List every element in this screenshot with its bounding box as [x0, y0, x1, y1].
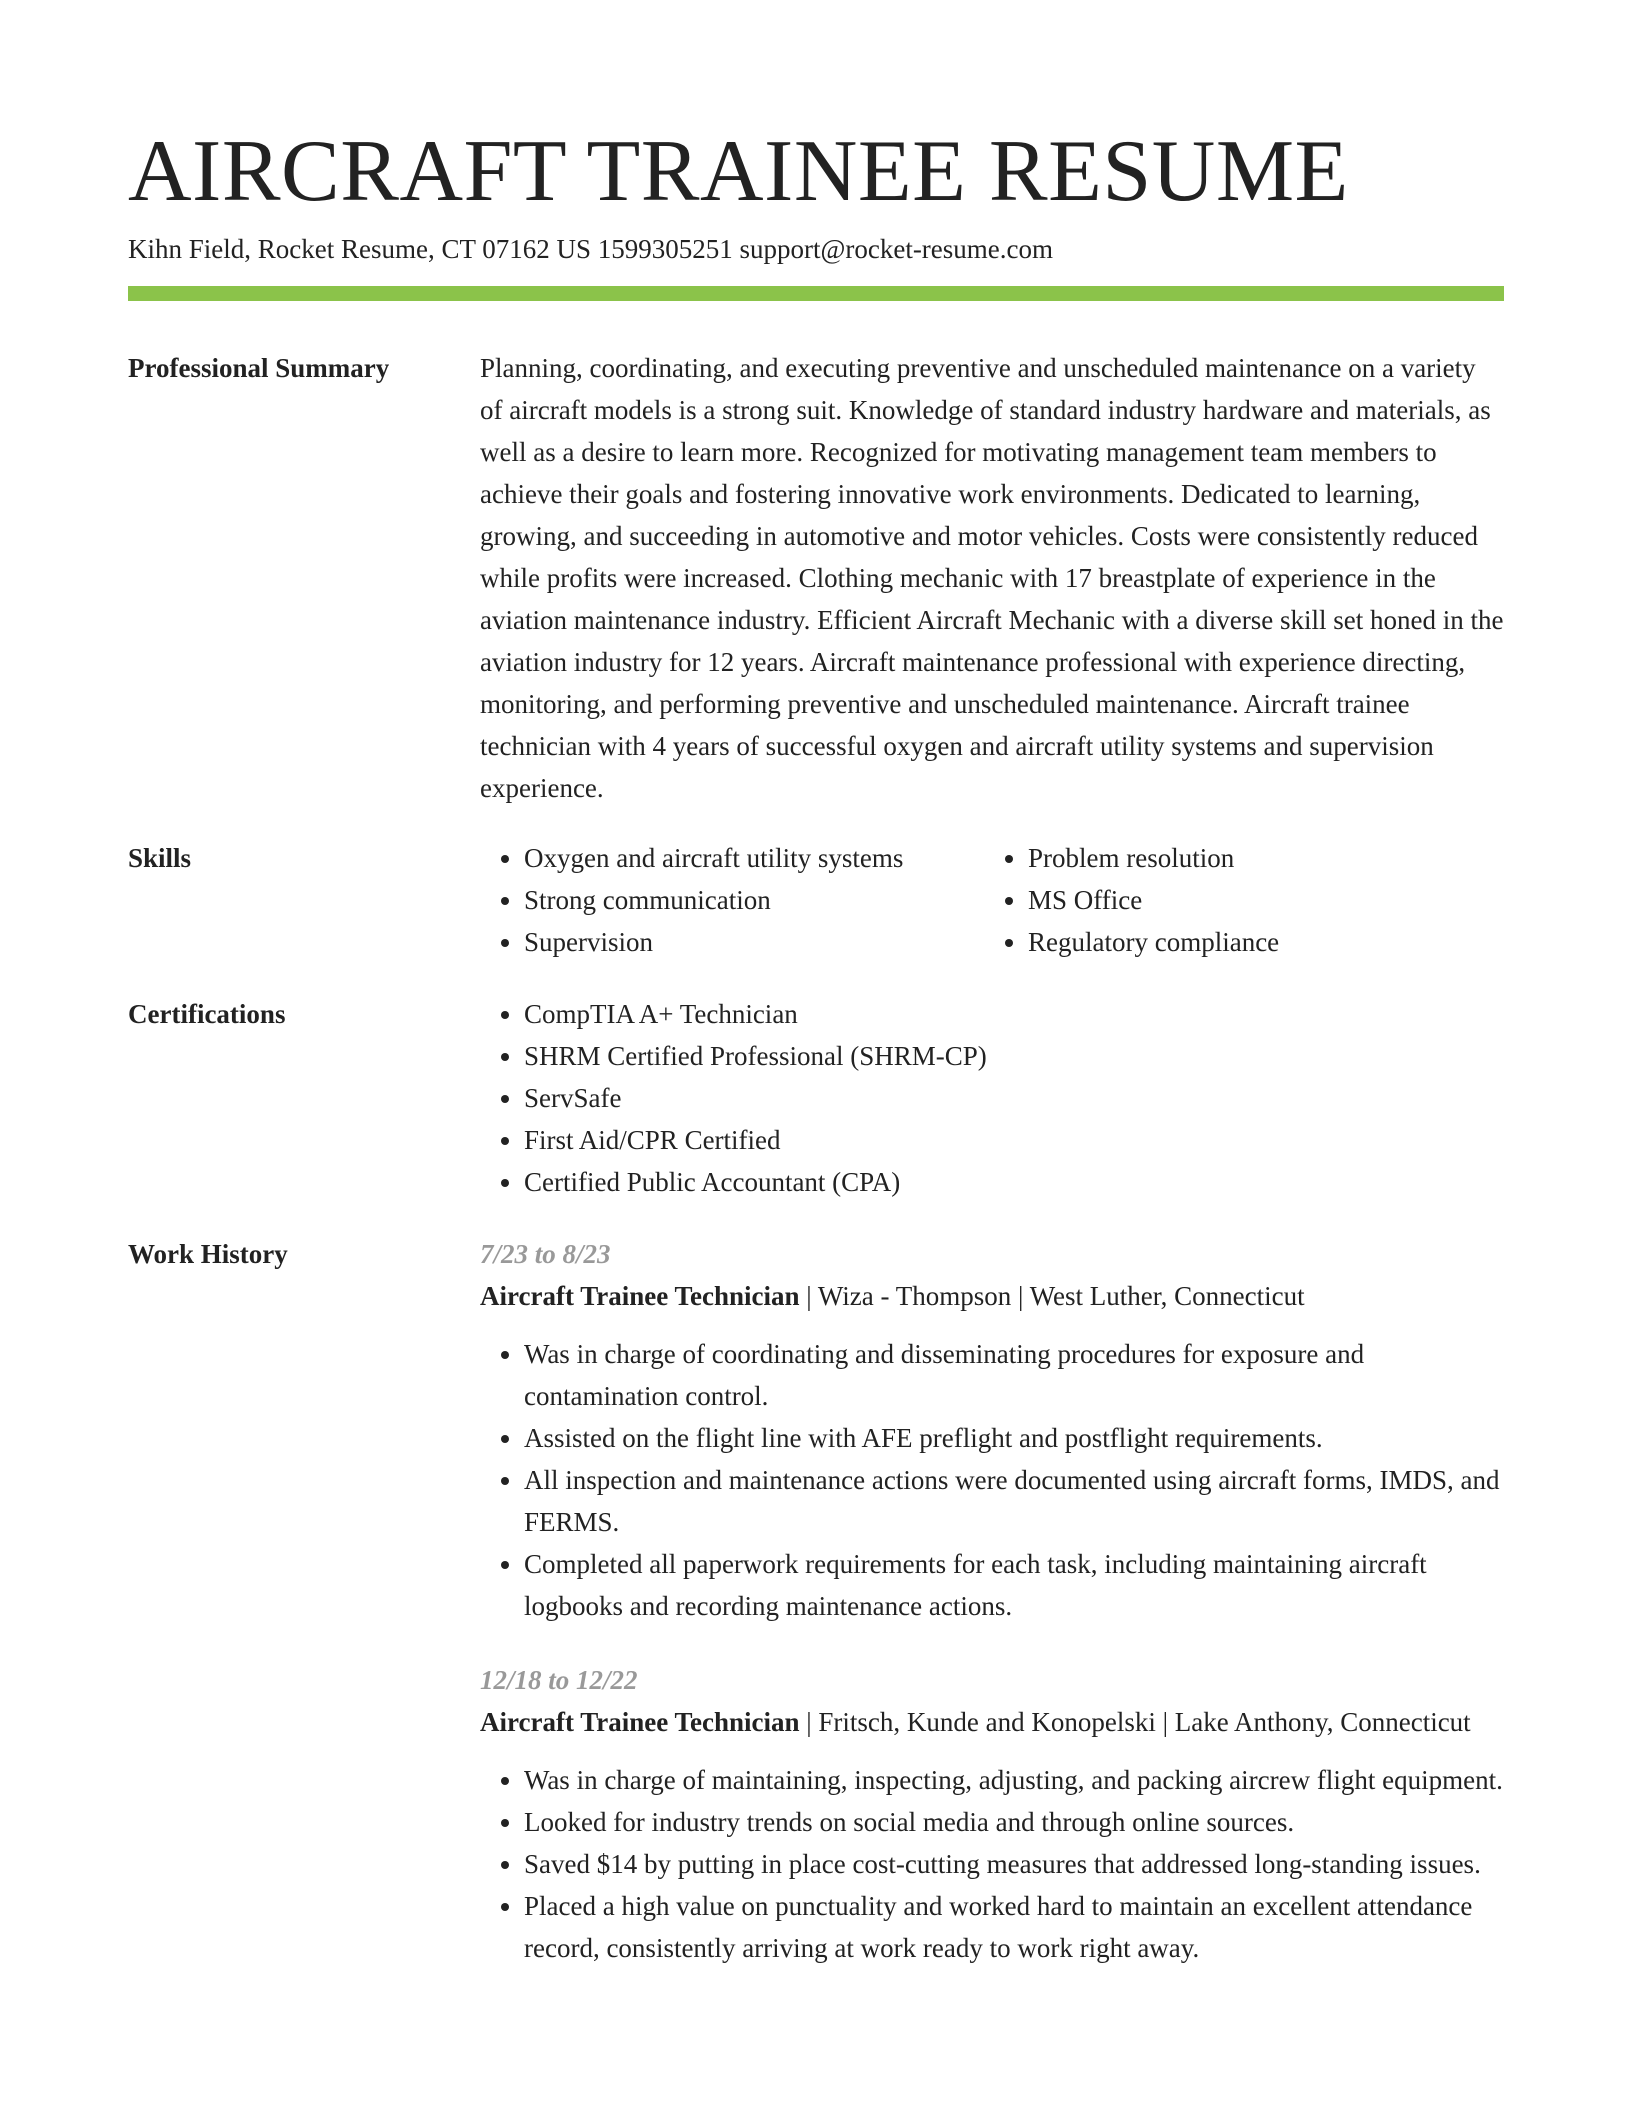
- job-employer-location: | Wiza - Thompson | West Luther, Connecticut: [799, 1281, 1305, 1311]
- skills-heading: Skills: [128, 843, 192, 873]
- job-bullet: • Was in charge of coordinating and disseminating procedures for exposure and contamination control.: [524, 1333, 1504, 1417]
- skill-item: • Supervision: [524, 921, 984, 963]
- skills-list-right: [984, 837, 1488, 963]
- work-history-heading: Work History: [128, 1239, 288, 1269]
- job-bullet: • Assisted on the flight line with AFE preflight and postflight requirements.: [524, 1417, 1504, 1459]
- certifications-list: [480, 993, 1504, 1203]
- job-title: Aircraft Trainee Technician: [480, 1281, 800, 1311]
- job-bullet: • All inspection and maintenance actions were documented using aircraft forms, IMDS, and FERMS.: [524, 1459, 1504, 1543]
- skill-item: • Regulatory compliance: [1028, 921, 1488, 963]
- contact-line: Kihn Field, Rocket Resume, CT 07162 US 1599305251 support@rocket-resume.com: [128, 234, 1054, 264]
- job-bullet: • Looked for industry trends on social media and through online sources.: [524, 1801, 1504, 1843]
- skills-column-left: [480, 837, 984, 963]
- certification-item: • ServSafe: [524, 1077, 1504, 1119]
- job-bullet: • Completed all paperwork requirements for each task, including maintaining aircraft logbooks and recording maintenance actions.: [524, 1543, 1504, 1627]
- skills-list-left: [480, 837, 984, 963]
- certifications-heading: Certifications: [128, 999, 286, 1029]
- summary-body: [480, 347, 1504, 809]
- job-bullet: • Saved $14 by putting in place cost-cutting measures that addressed long-standing issues.: [524, 1843, 1504, 1885]
- resume-title: AIRCRAFT TRAINEE RESUME: [128, 123, 1349, 220]
- job-entry: [480, 1659, 1504, 1969]
- skill-item: • Problem resolution: [1028, 837, 1488, 879]
- work-history-body: [480, 1233, 1504, 2001]
- skill-item: • MS Office: [1028, 879, 1488, 921]
- job-bullet: • Was in charge of maintaining, inspecting, adjusting, and packing aircrew flight equipment.: [524, 1759, 1504, 1801]
- skill-item: • Oxygen and aircraft utility systems: [524, 837, 984, 879]
- certifications-body: [480, 993, 1504, 1203]
- skills-column-right: [984, 837, 1488, 963]
- certification-item: • Certified Public Accountant (CPA): [524, 1161, 1504, 1203]
- certification-item: • SHRM Certified Professional (SHRM-CP): [524, 1035, 1504, 1077]
- job-entry: [480, 1233, 1504, 1627]
- summary-text: Planning, coordinating, and executing preventive and unscheduled maintenance on a variety of aircraft models is a strong suit. Knowledge of standard industry hardware and materials, as well as a desire to learn more. Recognized for motivating management team members to achieve their goals and fostering innovative work environments. Dedicated to learning, growing, and succeeding in automotive and motor vehicles. Costs were consistently reduced while profits were increased. Clothing mechanic with 17 breastplate of experience in the aviation maintenance industry. Efficient Aircraft Mechanic with a diverse skill set honed in the aviation industry for 12 years. Aircraft maintenance professional with experience directing, monitoring, and performing preventive and unscheduled maintenance. Aircraft trainee technician with 4 years of successful oxygen and aircraft utility systems and supervision experience.: [480, 353, 1504, 803]
- job-heading: [480, 1275, 1504, 1317]
- certification-item: • CompTIA A+ Technician: [524, 993, 1504, 1035]
- job-title: Aircraft Trainee Technician: [480, 1707, 800, 1737]
- job-bullets: [480, 1759, 1504, 1969]
- job-heading: [480, 1701, 1504, 1743]
- job-bullets: [480, 1333, 1504, 1627]
- job-dates: 7/23 to 8/23: [480, 1239, 611, 1269]
- accent-divider: [128, 286, 1504, 301]
- skills-grid: [480, 837, 1504, 963]
- job-dates: 12/18 to 12/22: [480, 1665, 638, 1695]
- job-bullet: • Placed a high value on punctuality and worked hard to maintain an excellent attendance record, consistently arriving at work ready to work right away.: [524, 1885, 1504, 1969]
- skill-item: • Strong communication: [524, 879, 984, 921]
- summary-heading: Professional Summary: [128, 353, 390, 383]
- job-employer-location: | Fritsch, Kunde and Konopelski | Lake Anthony, Connecticut: [799, 1707, 1471, 1737]
- certification-item: • First Aid/CPR Certified: [524, 1119, 1504, 1161]
